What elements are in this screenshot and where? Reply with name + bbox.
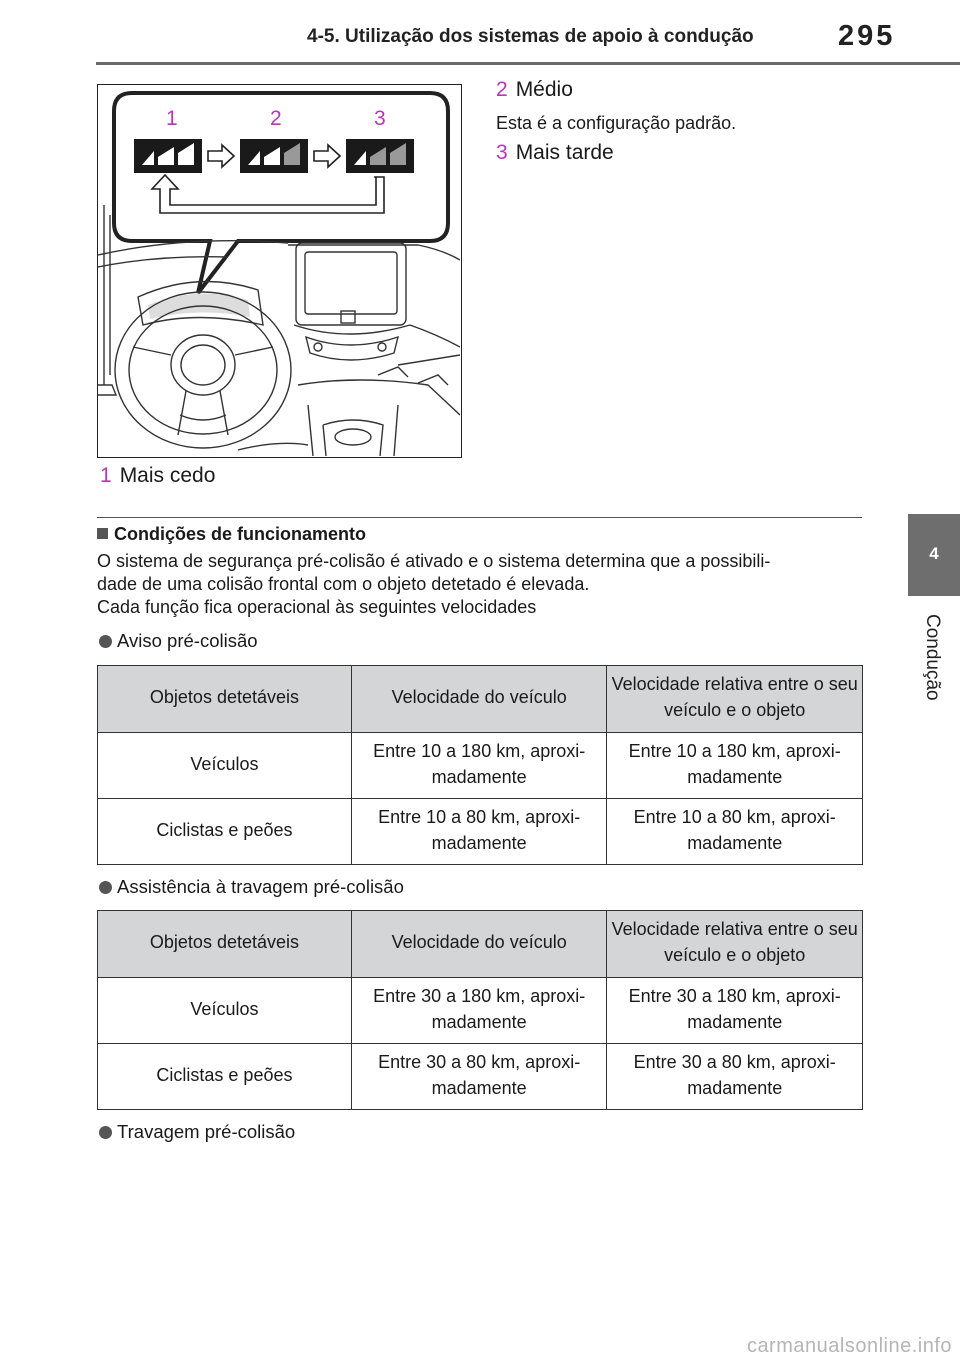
bullet-dot-icon <box>99 881 112 894</box>
section-heading-text: Condições de funcionamento <box>114 524 367 544</box>
section-paragraph <box>97 550 867 619</box>
item-label: Mais cedo <box>119 464 216 487</box>
signal-level-2-icon <box>240 139 308 173</box>
dashboard-drawing <box>98 85 460 456</box>
page-number: 295 <box>838 20 896 52</box>
paragraph-line: dade de uma colisão frontal com o objeto detetado é elevada. <box>97 574 590 594</box>
item-number: 1 <box>100 464 112 487</box>
table-cell: Entre 10 a 80 km, aproxi-madamente <box>351 799 607 865</box>
table-cell: Entre 10 a 80 km, aproxi-madamente <box>607 799 863 865</box>
bullet-dot-icon <box>99 1126 112 1139</box>
timing-item-early <box>100 464 215 488</box>
table-cell: Ciclistas e peões <box>98 1044 352 1110</box>
table-cell: Veículos <box>98 978 352 1044</box>
paragraph-line: Cada função fica operacional às seguintes velocidades <box>97 597 537 617</box>
signal-level-1-icon <box>134 139 202 173</box>
chapter-number: 4 <box>929 544 939 563</box>
bullet-dot-icon <box>99 635 112 648</box>
square-bullet-icon <box>97 528 108 539</box>
table-cell: Entre 30 a 80 km, aproxi-madamente <box>351 1044 607 1110</box>
table-header-row <box>98 911 863 978</box>
item-number: 3 <box>496 141 508 164</box>
bullet-text: Travagem pré-colisão <box>117 1121 296 1142</box>
paragraph-line: O sistema de segurança pré-colisão é ativado e o sistema determina que a possibili- <box>97 551 771 571</box>
item-label: Médio <box>515 78 573 101</box>
table-cell: Veículos <box>98 733 352 799</box>
table-header-cell: Objetos detetáveis <box>98 911 352 978</box>
table-header-cell: Objetos detetáveis <box>98 666 352 733</box>
timing-item-medium <box>496 78 573 102</box>
table-cell: Entre 30 a 180 km, aproxi-madamente <box>607 978 863 1044</box>
timing-item-medium-desc: Esta é a configuração padrão. <box>496 113 737 133</box>
chapter-label: Condução <box>922 614 943 701</box>
table-row <box>98 799 863 865</box>
brake-assist-speed-table <box>97 910 863 1110</box>
item-label: Mais tarde <box>515 141 614 164</box>
timing-item-late <box>496 141 614 165</box>
callout-num-3: 3 <box>374 107 386 130</box>
table-header-cell: Velocidade do veículo <box>351 911 607 978</box>
bullet-pre-collision-warning <box>99 630 258 652</box>
section-heading <box>97 524 366 545</box>
signal-level-3-icon <box>346 139 414 173</box>
table-cell: Entre 30 a 80 km, aproxi-madamente <box>607 1044 863 1110</box>
table-header-cell: Velocidade relativa entre o seu veículo e o objeto <box>607 911 863 978</box>
table-row <box>98 978 863 1044</box>
watermark: carmanualsonline.info <box>746 1335 952 1357</box>
warning-speed-table <box>97 665 863 865</box>
header-rule <box>96 62 960 65</box>
table-cell: Ciclistas e peões <box>98 799 352 865</box>
table-cell: Entre 10 a 180 km, aproxi-madamente <box>351 733 607 799</box>
table-header-cell: Velocidade relativa entre o seu veículo e o objeto <box>607 666 863 733</box>
bullet-text: Aviso pré-colisão <box>117 630 258 651</box>
table-cell: Entre 10 a 180 km, aproxi-madamente <box>607 733 863 799</box>
section-title: 4-5. Utilização dos sistemas de apoio à condução <box>307 26 754 47</box>
table-cell: Entre 30 a 180 km, aproxi-madamente <box>351 978 607 1044</box>
callout-num-1: 1 <box>166 107 178 130</box>
table-header-row <box>98 666 863 733</box>
bullet-text: Assistência à travagem pré-colisão <box>117 876 404 897</box>
section-rule <box>97 517 862 518</box>
table-row <box>98 733 863 799</box>
bullet-brake-assist <box>99 876 404 898</box>
item-number: 2 <box>496 78 508 101</box>
table-header-cell: Velocidade do veículo <box>351 666 607 733</box>
dashboard-illustration <box>97 84 462 458</box>
callout-num-2: 2 <box>270 107 282 130</box>
table-row <box>98 1044 863 1110</box>
bullet-pre-collision-braking <box>99 1121 295 1143</box>
